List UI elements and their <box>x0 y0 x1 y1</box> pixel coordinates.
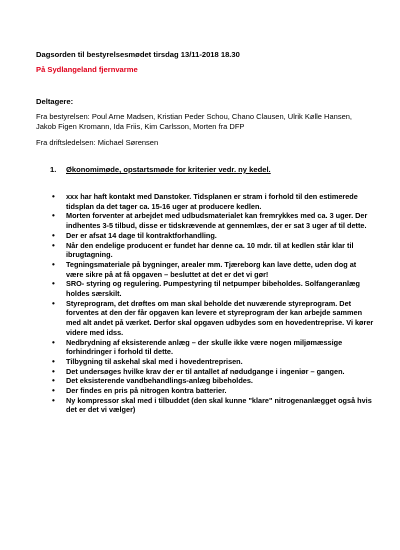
list-item <box>52 357 374 367</box>
minutes-bullet-list <box>52 192 374 415</box>
bullet-glyph: • <box>52 240 55 250</box>
list-item <box>52 367 374 377</box>
list-item-text: Morten forventer at arbejdet med udbudsmaterialet kan fremrykkes med ca. 3 uger. Der indhentes 3-5 tilbud, disse er tidskrævende at gennemlæs, der er sat 3 uger af til dette. <box>66 211 368 231</box>
agenda-item-number: 1. <box>50 165 57 174</box>
list-item-text: Nedbrydning af eksisterende anlæg – der skulle ikke være nogen miljømæssige forhindringer i forhold til dette. <box>66 337 343 357</box>
list-item <box>52 241 374 260</box>
document-subtitle: På Sydlangeland fjernvarme <box>36 65 138 74</box>
bullet-glyph: • <box>52 337 55 347</box>
bullet-glyph: • <box>52 356 55 366</box>
list-item <box>52 338 374 357</box>
list-item <box>52 386 374 396</box>
bullet-glyph: • <box>52 259 55 269</box>
list-item <box>52 376 374 386</box>
list-item <box>52 279 374 298</box>
bullet-glyph: • <box>52 298 55 308</box>
bullet-glyph: • <box>52 192 55 201</box>
bullet-glyph: • <box>52 279 55 289</box>
list-item-text: Der findes en pris på nitrogen kontra batterier. <box>66 386 227 396</box>
list-item-text: Når den endelige producent er fundet har denne ca. 10 mdr. til at kedlen står klar til ibrugtagning. <box>66 240 354 260</box>
agenda-item-title: Økonomimøde, opstartsmøde for kriterier vedr. ny kedel. <box>66 165 271 174</box>
list-item-text: Styreprogram, det drøftes om man skal beholde det nuværende styreprogram. Det forventes at den der får opgaven kan levere et styreprogram der kan arbejde sammen med alt andet på værket. Derfor skal opgaven udbydes som en hovedentreprise. Vi kører videre med idss. <box>66 298 374 337</box>
bullet-glyph: • <box>52 395 55 405</box>
list-item-text: Tilbygning til askehal skal med i hovedentreprisen. <box>66 356 243 366</box>
list-item-text: Det eksisterende vandbehandlings-anlæg bibeholdes. <box>66 376 253 386</box>
list-item <box>52 211 374 230</box>
list-item <box>52 231 374 241</box>
list-item-text: SRO- styring og regulering. Pumpestyring til netpumper bibeholdes. Solfangeranlæg holdes særskilt. <box>66 279 360 299</box>
list-item-text: Ny kompressor skal med i tilbuddet (den skal kunne "klare" nitrogenanlægget også hvis det er det vi vælger) <box>66 395 372 415</box>
operations-line: Fra driftsledelsen: Michael Sørensen <box>36 138 159 147</box>
bullet-glyph: • <box>52 211 55 221</box>
list-item-text: Det undersøges hvilke krav der er til antallet af nødudgange i ingeniør – gangen. <box>66 366 345 376</box>
list-item-text: xxx har haft kontakt med Danstoker. Tidsplanen er stram i forhold til den estimerede tidsplan da det tager ca. 15-16 uger at producere kedlen. <box>66 192 358 211</box>
list-item-text: Tegningsmateriale på bygninger, arealer mm. Tjæreborg kan lave dette, uden dog at være sikre på at få opgaven – besluttet at det er det vi gør! <box>66 259 357 279</box>
document-title: Dagsorden til bestyrelsesmødet tirsdag 13/11-2018 18.30 <box>36 50 240 59</box>
list-item-text: Der er afsat 14 dage til kontraktforhandling. <box>66 230 217 240</box>
list-item <box>52 299 374 338</box>
list-item <box>52 396 374 415</box>
participants-heading: Deltagere: <box>36 97 74 106</box>
bullet-glyph: • <box>52 230 55 240</box>
list-item <box>52 192 374 211</box>
board-members-line: Fra bestyrelsen: Poul Arne Madsen, Kristian Peder Schou, Chano Clausen, Ulrik Kølle Hansen, Jakob Figen Kromann, Ida Friis, Kim Carlsson, Morten fra DFP <box>36 112 352 131</box>
bullet-glyph: • <box>52 386 55 396</box>
agenda-item-1 <box>50 165 370 175</box>
bullet-glyph: • <box>52 366 55 376</box>
list-item <box>52 260 374 279</box>
bullet-glyph: • <box>52 376 55 386</box>
